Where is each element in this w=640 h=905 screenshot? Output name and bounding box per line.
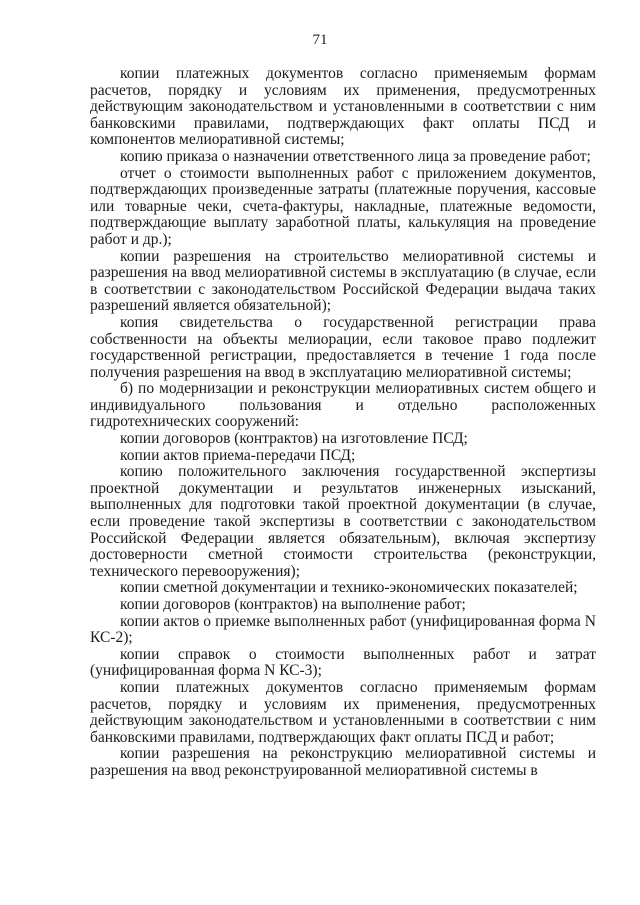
paragraph: копия свидетельства о государственной регистрации права собственности на объекты мелиорации, если таковое право подлежит государственной регистрации, предоставляется в течение 1 года после получения разрешения на ввод в эксплуатацию мелиоративной системы;	[90, 313, 596, 381]
paragraph: копии договоров (контрактов) на выполнение работ;	[120, 596, 466, 613]
paragraph: копии разрешения на реконструкцию мелиоративной системы и разрешения на ввод реконструированной мелиоративной системы в	[90, 745, 596, 779]
paragraph: копии платежных документов согласно применяемым формам расчетов, порядку и условиям их применения, предусмотренных действующим законодательством и установленными в соответствии с ним банковскими правилами, подтверждающих факт оплаты ПСД и компонентов мелиоративной системы;	[90, 65, 596, 149]
paragraph: копию приказа о назначении ответственного лица за проведение работ;	[120, 147, 591, 165]
paragraph: копии актов о приемке выполненных работ (унифицированная форма N КС-2);	[90, 612, 596, 647]
paragraph: копии сметной документации и технико-экономических показателей;	[120, 579, 578, 597]
paragraph: копии договоров (контрактов) на изготовление ПСД;	[120, 430, 468, 448]
document-body	[90, 66, 596, 780]
paragraph: копии платежных документов согласно применяемым формам расчетов, порядку и условиям их применения, предусмотренных действующим законодательством и установленными в соответствии с ним банковскими правилами, подтверждающих факт оплаты ПСД и работ;	[90, 678, 596, 746]
paragraph: копии актов приема-передачи ПСД;	[120, 446, 356, 464]
paragraph: отчет о стоимости выполненных работ с приложением документов, подтверждающих произведенные затраты (платежные поручения, кассовые или товарные чеки, счета-фактуры, накладные, платежные ведомости, подтверждающие выплату заработной платы, калькуляция на проведение работ и др.);	[90, 164, 596, 248]
paragraph: копии справок о стоимости выполненных работ и затрат (унифицированная форма N КС-3);	[90, 645, 596, 680]
paragraph: б) по модернизации и реконструкции мелиоративных систем общего и индивидуального пользования и отдельно расположенных гидротехнических сооружений:	[90, 380, 596, 431]
paragraph: копию положительного заключения государственной экспертизы проектной документации и результатов инженерных изысканий, выполненных для подготовки такой проектной документации (в случае, если проведение такой экспертизы в соответствии с законодательством Российской Федерации является обязательным), включая экспертизу достоверности сметной стоимости строительства (реконструкции, технического перевооружения);	[90, 463, 596, 580]
paragraph: копии разрешения на строительство мелиоративной системы и разрешения на ввод мелиоративной системы в эксплуатацию (в случае, если в соответствии с законодательством Российской Федерации выдача таких разрешений является обязательной);	[90, 247, 596, 315]
page-number: 71	[312, 32, 328, 48]
